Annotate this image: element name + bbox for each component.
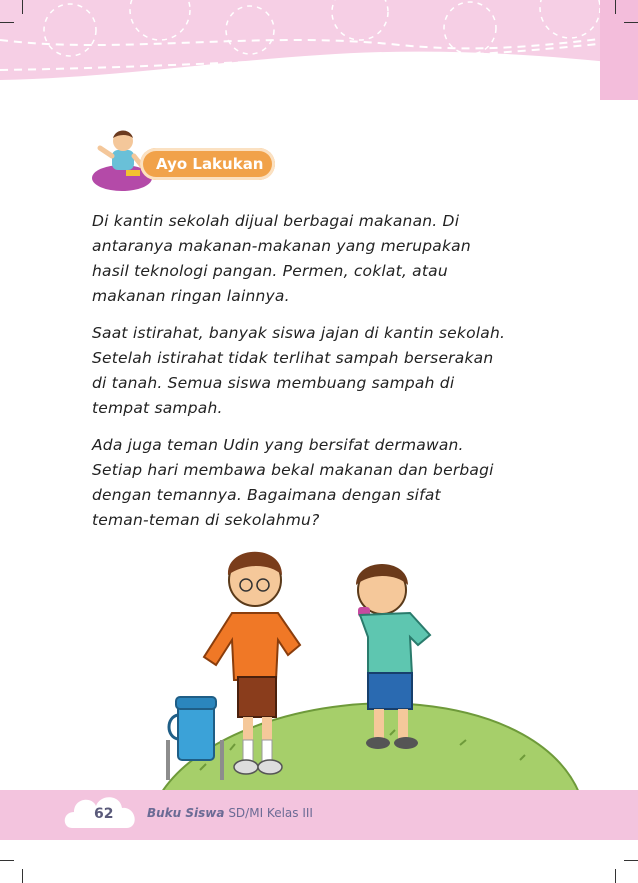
- crop-mark: [615, 0, 616, 14]
- crop-mark: [0, 860, 14, 861]
- text-line: dengan temannya. Bagaimana dengan sifat: [92, 486, 441, 504]
- text-line: Ada juga teman Udin yang bersifat dermawan.: [92, 436, 464, 454]
- text-line: makanan ringan lainnya.: [92, 287, 290, 305]
- text-line: teman-teman di sekolahmu?: [92, 511, 320, 529]
- crop-mark: [0, 22, 14, 23]
- text-line: antaranya makanan-makanan yang merupakan: [92, 237, 471, 255]
- paragraph-1: [92, 209, 562, 309]
- header-decoration: [0, 0, 638, 100]
- text-line: Setiap hari membawa bekal makanan dan berbagi: [92, 461, 494, 479]
- children-illustration: [160, 545, 580, 795]
- crop-mark: [624, 860, 638, 861]
- crop-mark: [615, 869, 616, 883]
- crop-mark: [624, 22, 638, 23]
- text-line: di tanah. Semua siswa membuang sampah di: [92, 374, 455, 392]
- text-line: Di kantin sekolah dijual berbagai makanan. Di: [92, 212, 460, 230]
- text-line: Setelah istirahat tidak terlihat sampah berserakan: [92, 349, 494, 367]
- paragraph-3: [92, 433, 562, 533]
- crop-mark: [22, 0, 23, 14]
- text-line: hasil teknologi pangan. Permen, coklat, atau: [92, 262, 448, 280]
- text-line: tempat sampah.: [92, 399, 223, 417]
- page-number: 62: [94, 806, 114, 822]
- text-line: Saat istirahat, banyak siswa jajan di kantin sekolah.: [92, 324, 506, 342]
- crop-mark: [22, 869, 23, 883]
- footer-book-title: [147, 806, 313, 820]
- section-badge: [90, 128, 290, 194]
- book-subtitle: SD/MI Kelas III: [228, 806, 313, 820]
- book-title: Buku Siswa: [147, 806, 225, 820]
- paragraph-2: [92, 321, 562, 421]
- badge-label: Ayo Lakukan: [140, 148, 275, 180]
